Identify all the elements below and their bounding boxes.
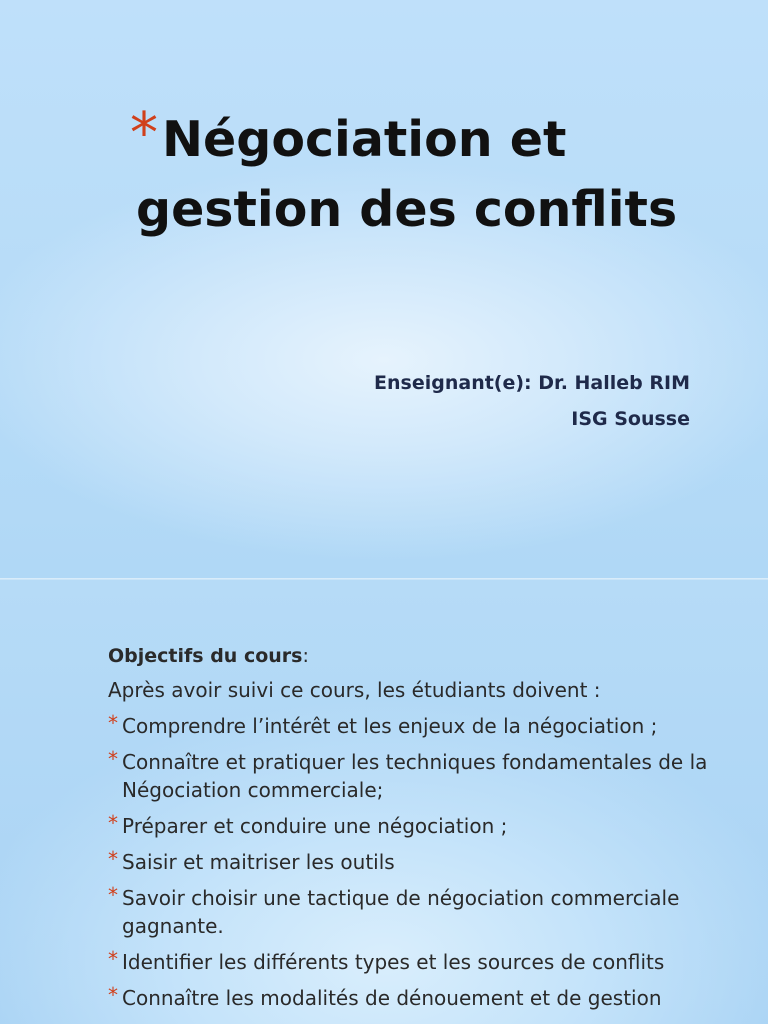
asterisk-bullet-icon: *: [108, 847, 118, 871]
list-item-text: Comprendre l’intérêt et les enjeux de la négociation ;: [122, 714, 658, 738]
teacher-name: Enseignant(e): Dr. Halleb RIM: [374, 372, 690, 394]
asterisk-bullet-icon: *: [108, 811, 118, 835]
list-item: [108, 748, 718, 804]
list-item-text: Préparer et conduire une négociation ;: [122, 814, 508, 838]
list-item-text: Connaître et pratiquer les techniques fondamentales de la Négociation commerciale;: [122, 750, 708, 802]
list-item-text: Savoir choisir une tactique de négociation commerciale gagnante.: [122, 886, 680, 938]
list-item-text: Identifier les différents types et les sources de conflits: [122, 950, 665, 974]
title-line-1: [130, 101, 690, 175]
list-item: [108, 712, 718, 740]
list-item-text: Connaître les modalités de dénouement et de gestion: [122, 986, 662, 1010]
asterisk-bullet-icon: *: [108, 883, 118, 907]
objectives-heading: [108, 642, 718, 670]
slide-subtitle: [374, 365, 690, 437]
asterisk-bullet-icon: *: [130, 101, 158, 166]
objectives-heading-colon: :: [302, 645, 309, 667]
list-item: [108, 984, 718, 1012]
list-item: [108, 884, 718, 940]
title-line-2: gestion des conflits: [136, 181, 678, 238]
slide-title: [130, 101, 690, 245]
institution-name: ISG Sousse: [571, 408, 690, 430]
list-item-text: Saisir et maitriser les outils: [122, 850, 395, 874]
title-line-1-text: Négociation et: [162, 111, 567, 168]
list-item: [108, 848, 718, 876]
asterisk-bullet-icon: *: [108, 711, 118, 735]
asterisk-bullet-icon: *: [108, 947, 118, 971]
list-item: [108, 812, 718, 840]
asterisk-bullet-icon: *: [108, 983, 118, 1007]
list-item: [108, 948, 718, 976]
objectives-heading-label: Objectifs du cours: [108, 645, 303, 667]
objectives-intro: Après avoir suivi ce cours, les étudiants doivent :: [108, 678, 601, 702]
objectives-slide: [0, 580, 768, 1024]
objectives-content: [108, 642, 718, 1020]
asterisk-bullet-icon: *: [108, 747, 118, 771]
